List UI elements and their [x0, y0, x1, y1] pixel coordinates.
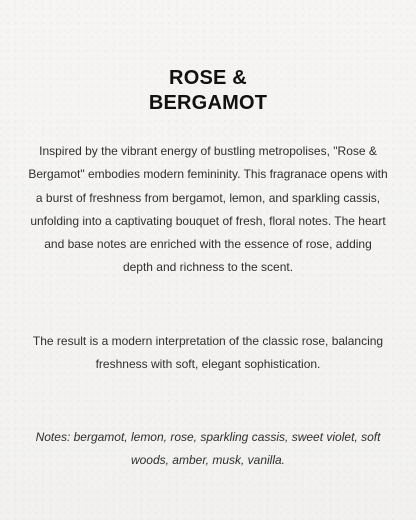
description-paragraph-2: The result is a modern interpretation of the classic rose, balancing freshness with soft, elegant sophistication.	[32, 334, 384, 372]
product-title	[0, 66, 416, 116]
fragrance-notes: Notes: bergamot, lemon, rose, sparkling cassis, sweet violet, soft woods, amber, musk, vanilla.	[35, 430, 381, 468]
product-title-line-1: ROSE &	[169, 67, 247, 89]
product-title-line-2: BERGAMOT	[148, 92, 268, 114]
description-paragraph-1: Inspired by the vibrant energy of bustling metropolises, "Rose & Bergamot" embodies modern femininity. This fragranace opens with a burst of freshness from bergamot, lemon, and sparkling cassis, unfolding into a captivating bouquet of fresh, floral notes. The heart and base notes are enriched with the essence of rose, adding depth and richness to the scent.	[28, 144, 388, 275]
